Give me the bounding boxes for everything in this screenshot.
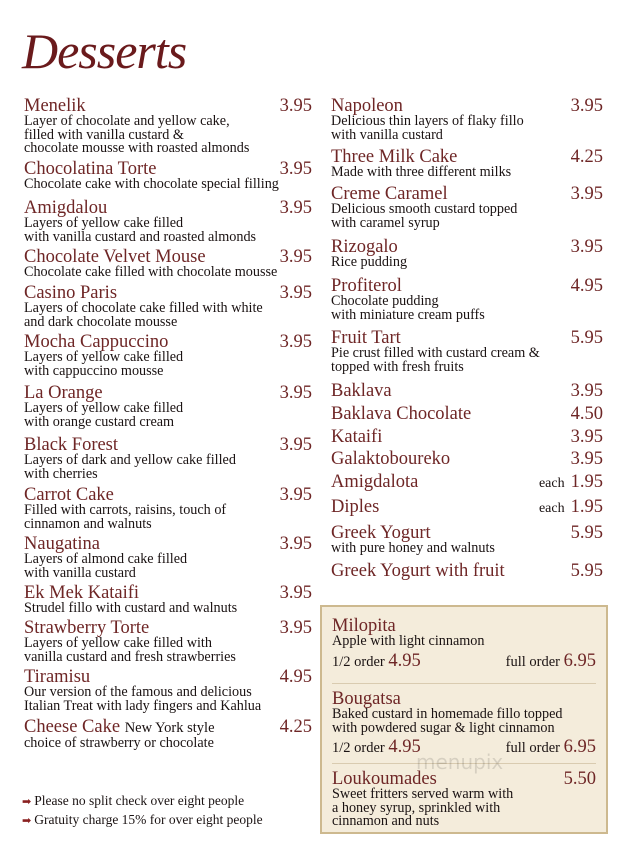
item-name-text: Baklava Chocolate [331, 404, 472, 424]
item-name-text: Profiterol [331, 276, 402, 296]
item-price [571, 524, 603, 542]
menu-item [331, 428, 603, 446]
item-price-value: 3.95 [570, 449, 603, 469]
item-price [571, 238, 603, 256]
menu-item [24, 248, 312, 280]
item-description: Chocolate cake with chocolate special filling [24, 176, 279, 192]
item-price-value: 4.25 [570, 147, 603, 167]
item-name-text: Cheese Cake [24, 717, 121, 737]
item-price-value: 3.95 [570, 427, 603, 447]
item-price-value: 1.95 [570, 472, 603, 492]
item-description: Rice pudding [331, 254, 408, 270]
item-description: Layers of almond cake filled with vanilla custard [24, 551, 188, 581]
item-name [331, 405, 603, 423]
item-price-value: 3.95 [279, 485, 312, 505]
item-name-text: Amigdalou [24, 198, 108, 218]
item-name [331, 382, 603, 400]
item-description: Pie crust filled with custard cream & topped with fresh fruits [331, 345, 540, 375]
item-description: Layers of chocolate cake filled with white and dark chocolate mousse [24, 300, 263, 330]
item-price: 5.50 [563, 769, 596, 789]
item-price [571, 382, 603, 400]
menu-item [24, 619, 312, 664]
menu-item [331, 450, 603, 468]
item-description: Layers of dark and yellow cake filled with cherries [24, 452, 236, 482]
item-price [280, 199, 312, 217]
item-description: Delicious thin layers of flaky fillo with vanilla custard [331, 113, 524, 143]
menu-item [331, 277, 603, 322]
watermark: menupix [416, 750, 504, 774]
item-name-text: Amigdalota [331, 472, 419, 492]
item-price-value: 4.50 [570, 404, 603, 424]
item-price [280, 333, 312, 351]
menu-item-milopita [332, 617, 596, 672]
item-name-text: Diples [331, 497, 380, 517]
item-price-value: 3.95 [279, 247, 312, 267]
item-price-value: 4.95 [279, 667, 312, 687]
item-description: choice of strawberry or chocolate [24, 735, 214, 751]
item-name-text: Chocolate Velvet Mouse [24, 247, 206, 267]
note [22, 792, 263, 811]
item-name-text: La Orange [24, 383, 103, 403]
item-price [280, 436, 312, 454]
menu-item [24, 160, 312, 192]
menu-item [331, 148, 603, 180]
item-name-text: Menelik [24, 96, 86, 116]
menu-item [331, 524, 603, 556]
item-description: Layers of yellow cake filled with vanilla custard and fresh strawberries [24, 635, 236, 665]
divider [332, 683, 596, 684]
item-price-value: 3.95 [570, 184, 603, 204]
menu-item [331, 405, 603, 423]
item-name-suffix: New York style [124, 720, 215, 736]
item-description: Baked custard in homemade fillo topped with powdered sugar & light cinnamon [332, 706, 563, 736]
half-order-label: 1/2 order [332, 740, 385, 756]
item-price-value: 3.95 [279, 583, 312, 603]
full-order-label: full order [505, 740, 560, 756]
item-price [280, 248, 312, 266]
item-name-text: Greek Yogurt with fruit [331, 561, 505, 581]
item-description: Filled with carrots, raisins, touch of cinnamon and walnuts [24, 502, 227, 532]
item-name-text: Fruit Tart [331, 328, 401, 348]
item-price [280, 486, 312, 504]
item-price [571, 329, 603, 347]
item-name: Loukoumades [332, 769, 437, 789]
item-description: Made with three different milks [331, 164, 512, 180]
menu-item [24, 384, 312, 429]
item-name-text: Ek Mek Kataifi [24, 583, 140, 603]
item-price [280, 284, 312, 302]
item-name-text: Tiramisu [24, 667, 91, 687]
item-name-text: Carrot Cake [24, 485, 114, 505]
full-order-price: 6.95 [563, 737, 596, 757]
item-name-text: Naugatina [24, 534, 101, 554]
item-price-value: 3.95 [279, 383, 312, 403]
item-price-value: 4.95 [570, 276, 603, 296]
item-price [571, 428, 603, 446]
item-price-value: 3.95 [279, 332, 312, 352]
item-price [571, 450, 603, 468]
note-text: Gratuity charge 15% for over eight people [34, 812, 263, 827]
item-price [280, 160, 312, 178]
menu-item [24, 284, 312, 329]
item-price-value: 3.95 [279, 198, 312, 218]
item-price-value: 3.95 [279, 159, 312, 179]
item-description: Chocolate cake filled with chocolate mousse [24, 264, 278, 280]
item-name-text: Baklava [331, 381, 392, 401]
item-description: Chocolate pudding with miniature cream puffs [331, 293, 485, 323]
half-order-label: 1/2 order [332, 653, 385, 670]
item-name-text: Rizogalo [331, 237, 398, 257]
item-price [571, 562, 603, 580]
item-price-value: 3.95 [279, 618, 312, 638]
item-price [571, 405, 603, 423]
item-description: Layers of yellow cake filled with cappuccino mousse [24, 349, 184, 379]
item-price [539, 498, 603, 518]
item-name-text: Black Forest [24, 435, 119, 455]
menu-item [24, 486, 312, 531]
item-name [331, 562, 603, 580]
menu-item-bougatsa [332, 690, 596, 758]
item-price [571, 185, 603, 203]
item-price [280, 619, 312, 637]
item-price [571, 148, 603, 166]
item-name-text: Mocha Cappuccino [24, 332, 169, 352]
menu-item [24, 584, 312, 616]
specials-box [320, 605, 608, 834]
item-price-value: 5.95 [570, 523, 603, 543]
item-description: Layers of yellow cake filled with vanilla custard and roasted almonds [24, 215, 257, 245]
notes [22, 792, 263, 830]
item-name-text: Chocolatina Torte [24, 159, 157, 179]
item-name: Bougatsa [332, 689, 401, 709]
arrow-icon: ➡ [22, 796, 32, 808]
item-name-text: Creme Caramel [331, 184, 448, 204]
item-name [331, 450, 603, 468]
item-price [571, 277, 603, 295]
each-label: each [538, 476, 565, 491]
menu-item [24, 535, 312, 580]
item-price-value: 3.95 [279, 435, 312, 455]
item-name-text: Napoleon [331, 96, 403, 116]
item-price [280, 718, 312, 736]
menu-item [331, 382, 603, 400]
menu-item [24, 668, 312, 713]
item-description: Delicious smooth custard topped with caramel syrup [331, 201, 518, 231]
menu-title: Desserts [22, 23, 187, 79]
item-price [280, 97, 312, 115]
each-label: each [538, 501, 565, 516]
menu-item [331, 185, 603, 230]
note-text: Please no split check over eight people [34, 793, 245, 808]
item-name-text: Galaktoboureko [331, 449, 451, 469]
menu-item [331, 562, 603, 580]
menu-item [24, 333, 312, 378]
menu-item [331, 473, 603, 491]
item-price [539, 473, 603, 493]
half-order-price: 4.95 [388, 737, 421, 757]
menu-item [331, 97, 603, 142]
item-price-value: 1.95 [570, 497, 603, 517]
item-price-value: 3.95 [570, 381, 603, 401]
menu-item [331, 498, 603, 516]
item-description: Strudel fillo with custard and walnuts [24, 600, 238, 616]
item-price-value: 3.95 [570, 237, 603, 257]
item-name-text: Greek Yogurt [331, 523, 431, 543]
item-price [571, 97, 603, 115]
item-price-value: 5.95 [570, 328, 603, 348]
item-price-value: 3.95 [279, 283, 312, 303]
menu-item [331, 329, 603, 374]
menu-item [24, 199, 312, 244]
item-name-text: Strawberry Torte [24, 618, 150, 638]
item-description: Our version of the famous and delicious Italian Treat with lady fingers and Kahlua [24, 684, 262, 714]
item-name [331, 428, 603, 446]
item-price-value: 5.95 [570, 561, 603, 581]
menu-item-loukoumades [332, 770, 596, 829]
item-description: Apple with light cinnamon [332, 633, 485, 649]
item-name-text: Three Milk Cake [331, 147, 458, 167]
item-price-value: 3.95 [279, 96, 312, 116]
item-description: Sweet fritters served warm with a honey syrup, sprinkled with cinnamon and nuts [332, 786, 514, 829]
item-name-text: Casino Paris [24, 283, 118, 303]
half-order-price: 4.95 [388, 650, 421, 671]
item-description: Layers of yellow cake filled with orange custard cream [24, 400, 184, 430]
note [22, 811, 263, 830]
item-price-value: 3.95 [279, 534, 312, 554]
item-description: with pure honey and walnuts [331, 540, 495, 556]
item-price-value: 4.25 [279, 717, 312, 737]
item-price [280, 584, 312, 602]
full-order-price: 6.95 [563, 650, 596, 671]
item-name: Milopita [332, 616, 396, 636]
item-price-value: 3.95 [570, 96, 603, 116]
menu-item [24, 97, 312, 156]
menu-item [331, 238, 603, 270]
arrow-icon: ➡ [22, 815, 32, 827]
item-name-text: Kataifi [331, 427, 383, 447]
menu-item [24, 436, 312, 481]
item-price [280, 535, 312, 553]
full-order-label: full order [505, 653, 560, 670]
item-price [280, 384, 312, 402]
item-price [280, 668, 312, 686]
menu-item [24, 718, 312, 751]
item-description: Layer of chocolate and yellow cake, filled with vanilla custard & chocolate mousse with roasted almonds [24, 113, 250, 156]
